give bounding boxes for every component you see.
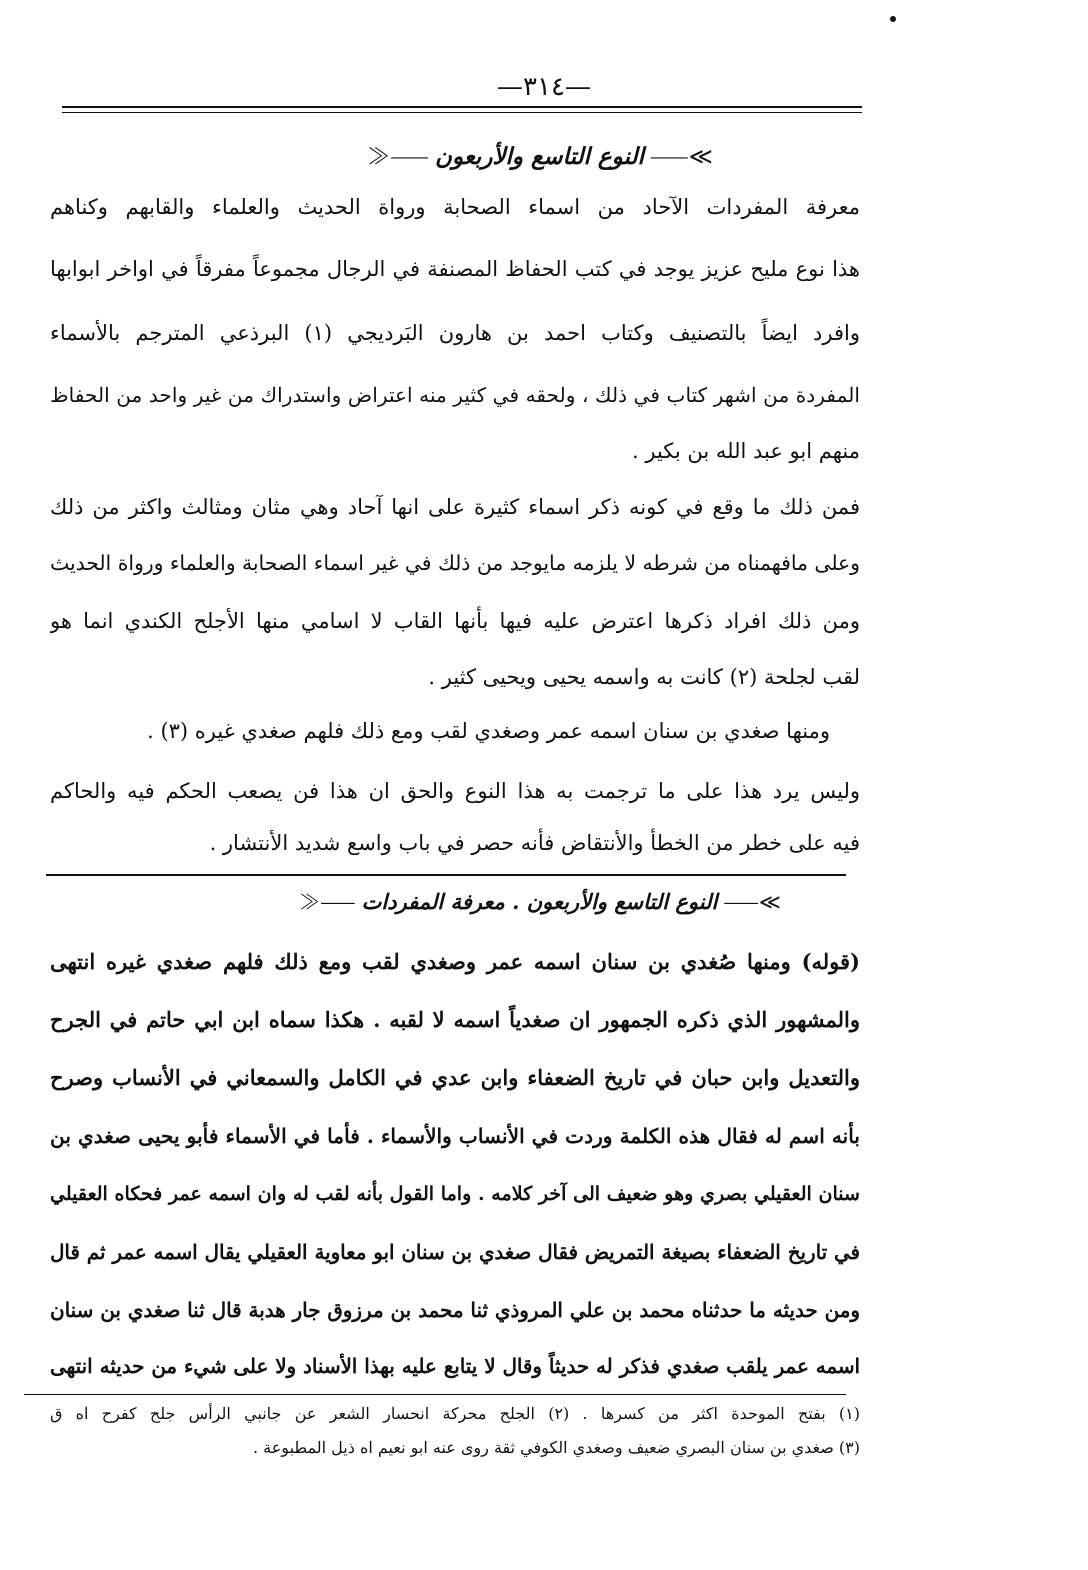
ornament-right: ≫⸺	[649, 144, 713, 170]
section-heading	[40, 138, 1040, 171]
footnote-line: (٣) صغدي بن سنان البصري ضعيف وصغدي الكوفي ثقة روى عنه ابو نعيم اه ذيل المطبوعة .	[253, 1438, 860, 1457]
text-line: المفردة من اشهر كتاب في ذلك ، ولحقه في كثير منه اعتراض واستدراك من غير واحد من الحفاظ	[50, 383, 860, 407]
text-line: وافرد ايضاً بالتصنيف وكتاب احمد بن هارون البَرديجي (١) البرذعي المترجم بالأسماء	[50, 321, 860, 345]
ink-dot	[890, 16, 896, 22]
text-line: هذا نوع مليح عزيز يوجد في كتب الحفاظ المصنفة في الرجال مجموعاً مفرقاً في اواخر ابوابها	[50, 257, 860, 281]
text-line: ومنها صغدي بن سنان اسمه عمر وصغدي لقب ومع ذلك فلهم صغدي غيره (٣) .	[147, 719, 830, 743]
commentary-line: والمشهور الذي ذكره الجمهور ان صغدياً اسمه لا لقبه . هكذا سماه ابن ابي حاتم في الجرح	[50, 1007, 860, 1032]
header-rule-top	[62, 106, 862, 108]
text-line: معرفة المفردات الآحاد من اسماء الصحابة ورواة الحديث والعلماء والقابهم وكناهم	[50, 195, 860, 219]
text-line: ومن ذلك افراد ذكرها اعترض عليه فيها بأنها القاب لا اسامي منها الأجلح الكندي انما هو	[50, 609, 860, 633]
commentary-heading-text: النوع التاسع والأربعون . معرفة المفردات	[361, 889, 718, 914]
commentary-line: بأنه اسم له فقال هذه الكلمة وردت في الأنساب والأسماء . فأما في الأسماء فأبو يحيى صغدي بن	[50, 1124, 860, 1148]
page-number: —٣١٤—	[497, 72, 591, 102]
commentary-line: (قوله) ومنها صُغدي بن سنان اسمه عمر وصغدي لقب ومع ذلك فلهم صغدي غيره انتهى	[50, 949, 860, 974]
text-line: لقب لجلحة (٢) كانت به واسمه يحيى ويحيى كثير .	[428, 665, 860, 689]
text-line: وعلى مافهمناه من شرطه لا يلزمه مايوجد من ذلك في غير اسماء الصحابة والعلماء ورواة الحديث	[50, 551, 860, 575]
text-line: فيه على خطر من الخطأ والأنتقاض فأنه حصر في باب واسع شديد الأنتشار .	[209, 831, 860, 855]
section-heading-text: النوع التاسع والأربعون	[435, 143, 644, 170]
commentary-heading	[40, 886, 1040, 916]
commentary-line: اسمه عمر يلقب صغدي فذكر له حديثاً وقال لا يتابع عليه بهذا الأسناد ولا على شيء من حديثه انتهى	[50, 1354, 860, 1378]
text-line: وليس يرد هذا على ما ترجمت به هذا النوع والحق ان هذا فن يصعب الحكم فيه والحاكم	[50, 779, 860, 803]
text-line: منهم ابو عبد الله بن بكير .	[631, 439, 860, 463]
footnote-line: (١) بفتح الموحدة اكثر من كسرها . (٢) الجلح محركة انحسار الشعر عن جانبي الرأس جلح كفرح اه ق	[50, 1404, 860, 1423]
commentary-line: سنان العقيلي بصري وهو ضعيف الى آخر كلامه . واما القول بأنه لقب له وان اسمه عمر فحكاه العقيلي	[50, 1183, 860, 1205]
commentary-line: ومن حديثه ما حدثناه محمد بن علي المروذي ثنا محمد بن مرزوق جار هدبة قال ثنا صغدي بن سنان	[50, 1298, 860, 1322]
text-line: فمن ذلك ما وقع في كونه ذكر اسماء كثيرة على انها آحاد وهي مثان ومثالث واكثر من ذلك	[50, 495, 860, 519]
ornament-right: ≫⸺	[723, 890, 781, 914]
footnote-divider	[24, 1394, 846, 1395]
section-divider	[46, 874, 846, 876]
commentary-line: والتعديل وابن حبان في تاريخ الضعفاء وابن عدي في الكامل والسمعاني في الأنساب وصرح	[50, 1065, 860, 1090]
ornament-left: ⸺≪	[367, 144, 430, 170]
header-rule-bottom	[62, 112, 862, 113]
ornament-left: ⸺≪	[299, 890, 356, 914]
commentary-line: في تاريخ الضعفاء بصيغة التمريض فقال صغدي بن سنان ابو معاوية العقيلي يقال اسمه عمر ثم قال	[50, 1240, 860, 1264]
